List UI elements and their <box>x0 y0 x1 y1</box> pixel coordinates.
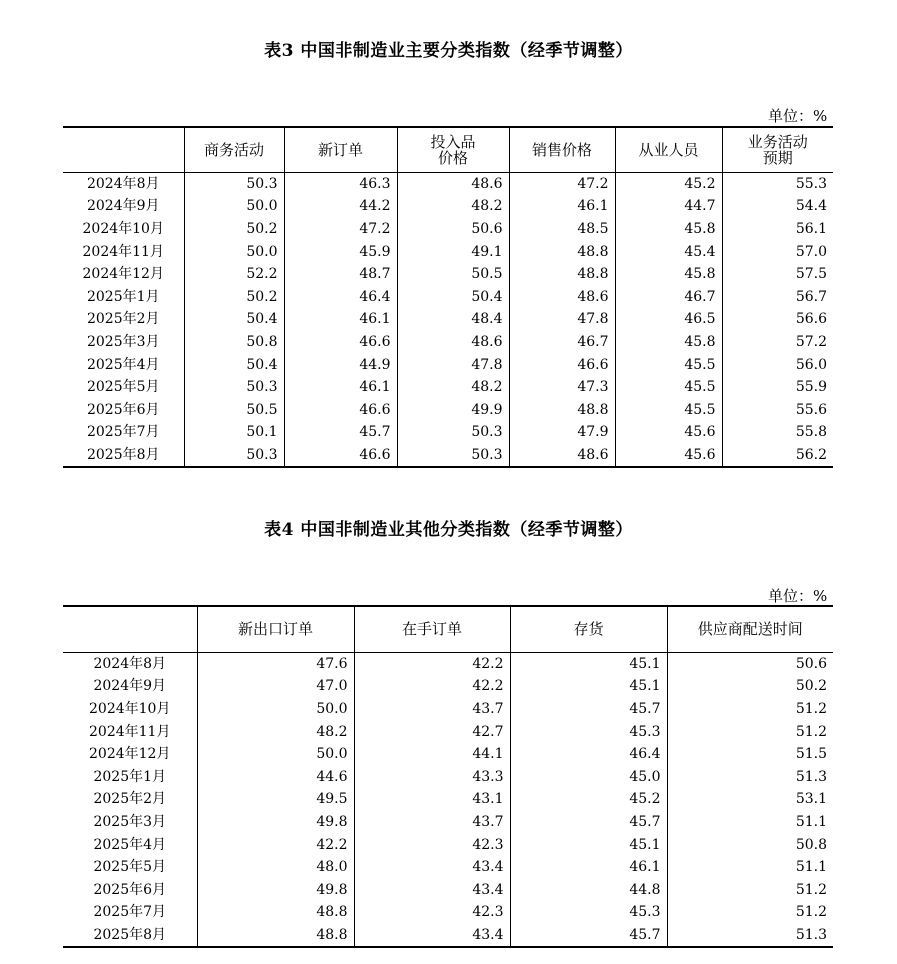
table-row <box>63 263 833 286</box>
table-cell: 50.0 <box>197 743 354 766</box>
table-cell: 45.7 <box>510 698 667 721</box>
table-row <box>63 811 833 834</box>
table-cell: 42.3 <box>354 901 510 924</box>
table-cell: 42.2 <box>354 675 510 698</box>
table-row <box>63 308 833 331</box>
table-cell: 46.3 <box>284 172 397 195</box>
table-cell: 50.5 <box>184 398 284 421</box>
table4-header-cell <box>510 606 667 652</box>
table-row <box>63 833 833 856</box>
table-row <box>63 878 833 901</box>
table-row <box>63 788 833 811</box>
table-cell: 45.8 <box>615 218 722 241</box>
table-cell: 48.8 <box>509 240 615 263</box>
table4-header-label: 供应商配送时间 <box>697 620 803 639</box>
table-cell: 50.3 <box>184 172 284 195</box>
table3-unit: 单位：% <box>768 107 828 125</box>
table-cell: 46.7 <box>509 331 615 354</box>
table-cell: 46.1 <box>284 308 397 331</box>
table-cell: 48.5 <box>509 218 615 241</box>
table-row <box>63 285 833 308</box>
table-cell: 48.8 <box>509 263 615 286</box>
table-row <box>63 698 833 721</box>
table-row <box>63 195 833 218</box>
row-label: 2024年8月 <box>86 175 160 192</box>
table-cell: 46.1 <box>284 376 397 399</box>
table-cell: 57.2 <box>722 331 833 354</box>
table-cell: 56.6 <box>722 308 833 331</box>
table-row <box>63 421 833 444</box>
table-cell: 48.6 <box>509 285 615 308</box>
table4 <box>63 605 833 948</box>
table-cell: 51.2 <box>667 698 833 721</box>
table3-title: 表3 中国非制造业主要分类指数（经季节调整） <box>264 41 633 61</box>
table-cell: 43.4 <box>354 924 510 948</box>
table-cell: 45.4 <box>615 240 722 263</box>
table-cell: 45.5 <box>615 398 722 421</box>
table-cell: 50.3 <box>184 376 284 399</box>
table-cell: 50.5 <box>397 263 509 286</box>
table-cell: 48.8 <box>509 398 615 421</box>
row-label: 2025年5月 <box>93 859 167 876</box>
table-row <box>63 331 833 354</box>
table-cell: 49.9 <box>397 398 509 421</box>
table-row <box>63 376 833 399</box>
table-cell: 46.1 <box>510 856 667 879</box>
table-cell: 45.2 <box>615 172 722 195</box>
table4-body <box>63 652 833 947</box>
table-cell: 47.8 <box>397 353 509 376</box>
table-cell: 48.6 <box>509 444 615 468</box>
table3-header-label: 业务活动 预期 <box>747 132 808 167</box>
table-cell: 50.6 <box>667 652 833 675</box>
row-label: 2025年2月 <box>93 791 167 808</box>
table-cell: 56.0 <box>722 353 833 376</box>
table-cell: 42.2 <box>354 652 510 675</box>
table-row <box>63 353 833 376</box>
table-row <box>63 444 833 468</box>
table-cell: 44.6 <box>197 765 354 788</box>
table4-header-label: 存货 <box>573 620 604 639</box>
table-cell: 51.2 <box>667 720 833 743</box>
table-cell: 45.0 <box>510 765 667 788</box>
table-cell: 46.6 <box>284 331 397 354</box>
table3-header-cell <box>615 127 722 172</box>
table-cell: 46.7 <box>615 285 722 308</box>
row-label: 2024年10月 <box>89 700 171 717</box>
row-label: 2025年5月 <box>86 379 160 396</box>
row-label: 2025年3月 <box>86 333 160 350</box>
table3-header-cell <box>63 127 184 172</box>
table-cell: 48.2 <box>197 720 354 743</box>
table3-header-label: 销售价格 <box>531 140 592 159</box>
row-label: 2025年6月 <box>93 881 167 898</box>
table-cell: 43.1 <box>354 788 510 811</box>
table-cell: 56.1 <box>722 218 833 241</box>
table-cell: 51.1 <box>667 856 833 879</box>
table-cell: 45.8 <box>615 263 722 286</box>
table-cell: 46.4 <box>284 285 397 308</box>
table3-header-label: 商务活动 <box>203 140 264 159</box>
table-cell: 51.5 <box>667 743 833 766</box>
table-row <box>63 856 833 879</box>
row-label: 2025年6月 <box>86 401 160 418</box>
table-row <box>63 765 833 788</box>
table-cell: 43.4 <box>354 878 510 901</box>
table-cell: 45.5 <box>615 376 722 399</box>
table-cell: 48.7 <box>284 263 397 286</box>
table-cell: 45.3 <box>510 901 667 924</box>
table-cell: 49.1 <box>397 240 509 263</box>
row-label: 2024年11月 <box>82 243 164 260</box>
table-cell: 44.7 <box>615 195 722 218</box>
table-cell: 55.6 <box>722 398 833 421</box>
table-cell: 55.3 <box>722 172 833 195</box>
table-cell: 48.6 <box>397 172 509 195</box>
table4-header-cell <box>197 606 354 652</box>
table4-header-cell <box>354 606 510 652</box>
table-cell: 44.2 <box>284 195 397 218</box>
table-cell: 49.5 <box>197 788 354 811</box>
table-cell: 44.1 <box>354 743 510 766</box>
table3-header-cell <box>284 127 397 172</box>
table-cell: 46.4 <box>510 743 667 766</box>
table-cell: 42.3 <box>354 833 510 856</box>
table-cell: 47.2 <box>509 172 615 195</box>
table-row <box>63 675 833 698</box>
row-label: 2024年12月 <box>89 746 171 763</box>
table-cell: 48.8 <box>197 901 354 924</box>
table-cell: 56.2 <box>722 444 833 468</box>
table-cell: 57.0 <box>722 240 833 263</box>
table-cell: 57.5 <box>722 263 833 286</box>
row-label: 2025年1月 <box>86 288 160 305</box>
table-cell: 43.7 <box>354 698 510 721</box>
table-cell: 51.2 <box>667 901 833 924</box>
table-row <box>63 901 833 924</box>
table-cell: 45.3 <box>510 720 667 743</box>
table-cell: 50.8 <box>667 833 833 856</box>
row-label: 2025年1月 <box>93 768 167 785</box>
table-cell: 45.9 <box>284 240 397 263</box>
table-cell: 47.2 <box>284 218 397 241</box>
table-cell: 48.0 <box>197 856 354 879</box>
table-cell: 42.2 <box>197 833 354 856</box>
table-cell: 46.6 <box>509 353 615 376</box>
table-cell: 51.3 <box>667 765 833 788</box>
table-cell: 45.1 <box>510 675 667 698</box>
table-cell: 45.8 <box>615 331 722 354</box>
table-cell: 50.8 <box>184 331 284 354</box>
table-row <box>63 218 833 241</box>
table-cell: 50.6 <box>397 218 509 241</box>
table4-header-row <box>63 606 833 652</box>
table-cell: 47.9 <box>509 421 615 444</box>
row-label: 2024年10月 <box>82 220 164 237</box>
table-cell: 46.1 <box>509 195 615 218</box>
table4-header-cell <box>63 606 197 652</box>
table3-header-label: 新订单 <box>317 140 363 159</box>
table4-header-label: 新出口订单 <box>237 620 313 639</box>
row-label: 2024年9月 <box>86 198 160 215</box>
table-cell: 50.2 <box>184 285 284 308</box>
table3 <box>63 126 833 468</box>
table-cell: 46.5 <box>615 308 722 331</box>
table-cell: 55.9 <box>722 376 833 399</box>
table-cell: 50.4 <box>184 308 284 331</box>
row-label: 2025年2月 <box>86 311 160 328</box>
table-cell: 49.8 <box>197 811 354 834</box>
table-cell: 47.3 <box>509 376 615 399</box>
table-cell: 50.0 <box>197 698 354 721</box>
table-cell: 50.2 <box>667 675 833 698</box>
table4-header-cell <box>667 606 833 652</box>
table-cell: 50.4 <box>397 285 509 308</box>
table-cell: 44.8 <box>510 878 667 901</box>
table4-header-label: 在手订单 <box>401 620 462 639</box>
table-cell: 46.6 <box>284 398 397 421</box>
row-label: 2024年9月 <box>93 678 167 695</box>
table3-body <box>63 172 833 467</box>
table-cell: 56.7 <box>722 285 833 308</box>
row-label: 2024年8月 <box>93 655 167 672</box>
table-cell: 51.1 <box>667 811 833 834</box>
table3-header-cell <box>397 127 509 172</box>
table-cell: 45.7 <box>284 421 397 444</box>
table-cell: 45.1 <box>510 833 667 856</box>
table-cell: 48.2 <box>397 195 509 218</box>
table-cell: 45.6 <box>615 421 722 444</box>
table-cell: 50.3 <box>397 444 509 468</box>
table-cell: 45.6 <box>615 444 722 468</box>
table-cell: 46.6 <box>284 444 397 468</box>
table-cell: 50.1 <box>184 421 284 444</box>
table3-header-cell <box>722 127 833 172</box>
table-cell: 44.9 <box>284 353 397 376</box>
table-cell: 47.6 <box>197 652 354 675</box>
table-cell: 43.7 <box>354 811 510 834</box>
table-cell: 45.5 <box>615 353 722 376</box>
table-cell: 42.7 <box>354 720 510 743</box>
table-row <box>63 172 833 195</box>
row-label: 2024年11月 <box>89 723 171 740</box>
table3-header-cell <box>509 127 615 172</box>
table-row <box>63 240 833 263</box>
row-label: 2025年8月 <box>86 446 160 463</box>
table-cell: 52.2 <box>184 263 284 286</box>
table-cell: 51.2 <box>667 878 833 901</box>
row-label: 2025年4月 <box>86 356 160 373</box>
table-cell: 55.8 <box>722 421 833 444</box>
table-cell: 50.4 <box>184 353 284 376</box>
table-cell: 50.0 <box>184 195 284 218</box>
table-cell: 45.7 <box>510 811 667 834</box>
table3-header-cell <box>184 127 284 172</box>
table-row <box>63 652 833 675</box>
table-cell: 50.3 <box>184 444 284 468</box>
table-row <box>63 398 833 421</box>
table-cell: 48.8 <box>197 924 354 948</box>
row-label: 2025年4月 <box>93 836 167 853</box>
table-cell: 50.3 <box>397 421 509 444</box>
table-cell: 48.4 <box>397 308 509 331</box>
table-cell: 49.8 <box>197 878 354 901</box>
table-cell: 47.0 <box>197 675 354 698</box>
row-label: 2025年7月 <box>86 424 160 441</box>
table-cell: 48.6 <box>397 331 509 354</box>
table4-unit: 单位：% <box>768 587 828 605</box>
table4-title: 表4 中国非制造业其他分类指数（经季节调整） <box>264 520 633 540</box>
row-label: 2025年3月 <box>93 813 167 830</box>
table-cell: 45.1 <box>510 652 667 675</box>
table-row <box>63 924 833 948</box>
row-label: 2024年12月 <box>82 266 164 283</box>
row-label: 2025年8月 <box>93 926 167 943</box>
table3-header-row <box>63 127 833 172</box>
table-row <box>63 743 833 766</box>
table-cell: 47.8 <box>509 308 615 331</box>
table-cell: 43.3 <box>354 765 510 788</box>
table-cell: 45.2 <box>510 788 667 811</box>
table-cell: 50.0 <box>184 240 284 263</box>
table-cell: 45.7 <box>510 924 667 948</box>
table-cell: 48.2 <box>397 376 509 399</box>
table3-header-label: 从业人员 <box>638 140 699 159</box>
table-cell: 53.1 <box>667 788 833 811</box>
table-cell: 50.2 <box>184 218 284 241</box>
table-cell: 54.4 <box>722 195 833 218</box>
table-cell: 43.4 <box>354 856 510 879</box>
row-label: 2025年7月 <box>93 904 167 921</box>
table3-header-label: 投入品 价格 <box>430 132 476 167</box>
table-cell: 51.3 <box>667 924 833 948</box>
table-row <box>63 720 833 743</box>
